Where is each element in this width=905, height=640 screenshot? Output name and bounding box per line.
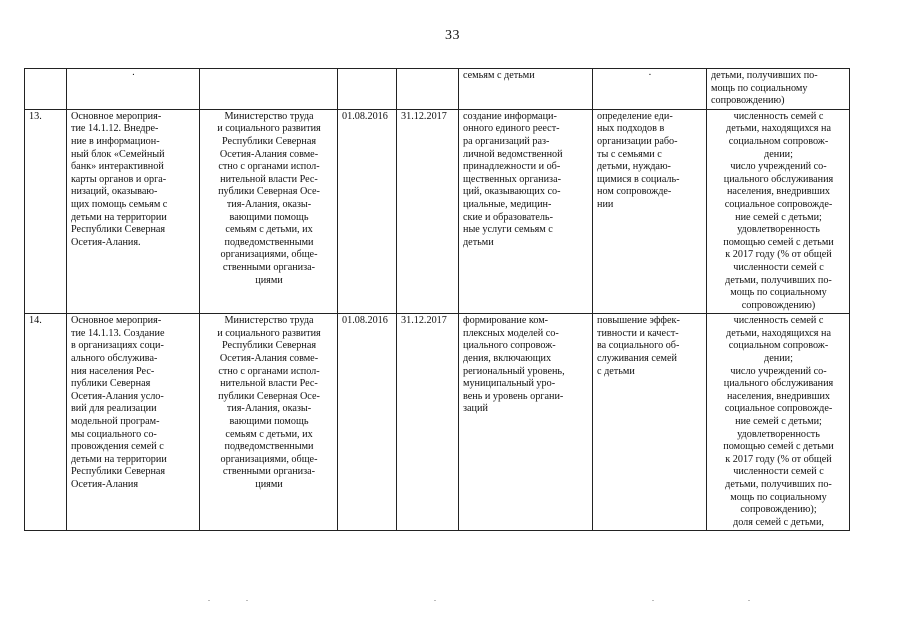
table-row-continued: [25, 69, 850, 110]
cell-start-date: 01.08.2016: [338, 109, 397, 314]
text-line: определение еди-: [597, 110, 673, 122]
text-line: Осетия-Алания совме-: [219, 353, 319, 365]
text-line: с детьми: [597, 365, 635, 377]
text-line: численность семей с: [733, 315, 824, 327]
text-line: Министерство труда: [224, 110, 314, 122]
text-line: Республики Северная: [71, 224, 166, 236]
cell-executor: [200, 314, 338, 531]
text-line: дения, включающих: [463, 353, 552, 365]
text-line: помощью семей с детьми: [723, 236, 834, 248]
text-line: и социального развития: [217, 327, 321, 339]
text-line: населения, внедривших: [726, 186, 830, 198]
cell-indicators: [707, 69, 850, 110]
text-line: ты с семьями с: [597, 148, 662, 160]
text-line: ские и образователь-: [463, 211, 553, 223]
text-line: вающими помощь: [229, 211, 309, 223]
text-line: щимися в социаль-: [597, 173, 680, 185]
text-line: стно с органами испол-: [218, 365, 320, 377]
text-line: детьми, получивших по-: [725, 479, 832, 490]
text-line: служивания семей: [597, 353, 677, 365]
text-line: число учреждений со-: [730, 365, 827, 377]
text-line: низаций, оказываю-: [71, 186, 158, 198]
cell-start-date: 01.08.2016: [338, 314, 397, 531]
text-line: тие 14.1.12. Внедре-: [71, 123, 159, 135]
text-line: ального обслужива-: [71, 353, 158, 365]
text-line: социальное сопровожде-: [724, 198, 833, 210]
text-line: семьям с детьми, их: [225, 428, 313, 440]
text-line: семьям с детьми, их: [225, 224, 313, 236]
text-line: численности семей с: [733, 466, 824, 478]
text-line: банк» интерактивной: [71, 161, 164, 173]
text-line: подведомственными: [224, 441, 314, 453]
text-line: ные услуги семьям с: [463, 224, 553, 236]
cell-name: [67, 109, 200, 314]
text-line: мощь по социальному: [730, 491, 827, 503]
text-line: щественных организа-: [463, 173, 561, 185]
text-line: карты органов и орга-: [71, 173, 167, 185]
text-line: Республики Северная: [221, 135, 317, 147]
text-line: сопровождению);: [740, 504, 817, 516]
text-line: ние семей с детьми;: [735, 211, 822, 223]
scan-mark: ·: [131, 70, 136, 81]
text-line: ние семей с детьми;: [735, 416, 822, 428]
text-line: численность семей с: [733, 110, 824, 122]
text-line: Осетия-Алания совме-: [219, 148, 319, 160]
text-line: щих помощь семьям с: [71, 198, 168, 210]
text-line: циального обслуживания: [723, 173, 834, 185]
text-line: публики Северная: [71, 378, 151, 390]
text-line: модельной програм-: [71, 416, 160, 428]
text-line: нии: [597, 198, 614, 210]
cell-num: [25, 69, 67, 110]
text-line: к 2017 году (% от общей: [725, 453, 832, 465]
text-line: Осетия-Алания: [71, 479, 139, 490]
text-line: Осетия-Алания усло-: [71, 390, 164, 402]
text-line: детьми, находящихся на: [726, 327, 831, 339]
cell-name: [67, 69, 200, 110]
text-line: провождения семей с: [71, 441, 164, 453]
text-line: плексных моделей со-: [463, 327, 559, 339]
text-line: число учреждений со-: [730, 161, 827, 173]
text-line: организациями, обще-: [220, 453, 318, 465]
scan-noise: [0, 600, 905, 602]
text-line: циального сопровож-: [463, 340, 556, 352]
text-line: к 2017 году (% от общей: [725, 249, 832, 261]
text-line: детьми на территории: [71, 453, 167, 465]
cell-end: [397, 69, 459, 110]
text-line: дении;: [764, 353, 793, 365]
text-line: повышение эффек-: [597, 315, 680, 327]
text-line: детьми на территории: [71, 211, 167, 223]
cell-end-date: 31.12.2017: [397, 314, 459, 531]
text-line: организациями, обще-: [220, 249, 318, 261]
scan-mark: ·: [648, 70, 652, 81]
text-line: детьми, получивших по-: [711, 70, 818, 81]
text-line: помощью семей с детьми: [723, 441, 834, 453]
text-line: Основное мероприя-: [71, 315, 162, 327]
text-line: стно с органами испол-: [218, 161, 320, 173]
cell-outcome: [593, 314, 707, 531]
text-line: ние в информацион-: [71, 135, 160, 147]
text-line: тия-Алания, оказы-: [226, 198, 312, 210]
text-line: ственными организа-: [222, 261, 316, 273]
cell-executor: [200, 69, 338, 110]
text-line: муниципальный уро-: [463, 378, 556, 390]
cell-result: [459, 69, 593, 110]
text-line: социальное сопровожде-: [724, 403, 833, 415]
measures-table: [24, 68, 850, 531]
text-line: мощь по социальному: [730, 287, 827, 299]
text-line: удовлетворенность: [737, 428, 820, 440]
cell-name: [67, 314, 200, 531]
text-line: ния населения Рес-: [71, 365, 155, 377]
text-line: сопровождению): [711, 95, 785, 107]
text-line: циями: [255, 479, 283, 490]
cell-start: [338, 69, 397, 110]
text-line: ственными организа-: [222, 466, 316, 478]
text-line: доля семей с детьми,: [733, 516, 824, 528]
table-row-14: [25, 314, 850, 531]
text-line: тие 14.1.13. Создание: [71, 327, 165, 339]
text-line: населения, внедривших: [726, 390, 830, 402]
text-line: удовлетворенность: [737, 224, 820, 236]
text-line: детьми: [463, 236, 494, 248]
text-line: и социального развития: [217, 123, 321, 135]
cell-end-date: 31.12.2017: [397, 109, 459, 314]
cell-executor: [200, 109, 338, 314]
text-line: тивности и качест-: [597, 327, 679, 339]
cell-indicators: [707, 314, 850, 531]
text-line: вий для реализации: [71, 403, 157, 415]
text-line: Министерство труда: [224, 315, 314, 327]
page-number: 33: [445, 28, 460, 43]
text-line: Осетия-Алания.: [71, 236, 141, 248]
cell-num: 14.: [25, 314, 67, 531]
text-line: тия-Алания, оказы-: [226, 403, 312, 415]
text-line: сопровождению): [741, 299, 816, 311]
text-line: подведомственными: [224, 236, 314, 248]
text-line: ра организаций раз-: [463, 135, 550, 147]
text-line: социальном сопровож-: [728, 340, 829, 352]
text-line: семьям с детьми: [463, 70, 535, 81]
text-line: онного единого реест-: [463, 123, 560, 135]
text-line: численности семей с: [733, 261, 824, 273]
text-line: циальные, медицин-: [463, 198, 552, 210]
text-line: циального обслуживания: [723, 378, 834, 390]
cell-result: [459, 314, 593, 531]
text-line: личной ведомственной: [463, 148, 563, 160]
text-line: нительной власти Рес-: [220, 378, 318, 390]
text-line: публики Северная Осе-: [218, 390, 320, 402]
text-line: принадлежности и об-: [463, 161, 561, 173]
text-line: в организациях соци-: [71, 340, 164, 352]
text-line: ный блок «Семейный: [71, 148, 165, 160]
cell-result: [459, 109, 593, 314]
text-line: публики Северная Осе-: [218, 186, 320, 198]
text-line: организации рабо-: [597, 135, 678, 147]
cell-num: 13.: [25, 109, 67, 314]
table-row-13: [25, 109, 850, 314]
text-line: ном сопровожде-: [597, 186, 672, 198]
text-line: ва социального об-: [597, 340, 680, 352]
text-line: мощь по социальному: [711, 82, 808, 94]
text-line: социальном сопровож-: [728, 135, 829, 147]
text-line: заций: [463, 403, 488, 415]
text-line: детьми, нуждаю-: [597, 161, 671, 173]
text-line: вающими помощь: [229, 416, 309, 428]
cell-indicators: [707, 109, 850, 314]
text-line: Республики Северная: [221, 340, 317, 352]
text-line: региональный уровень,: [463, 365, 565, 377]
cell-outcome: [593, 69, 707, 110]
text-line: создание информаци-: [463, 110, 557, 122]
text-line: дении;: [764, 148, 793, 160]
text-line: ных подходов в: [597, 123, 665, 135]
text-line: ций, оказывающих со-: [463, 186, 561, 198]
text-line: циями: [255, 274, 283, 286]
text-line: формирование ком-: [463, 315, 549, 327]
text-line: нительной власти Рес-: [220, 173, 318, 185]
text-line: детьми, находящихся на: [726, 123, 831, 135]
text-line: вень и уровень органи-: [463, 390, 564, 402]
text-line: Республики Северная: [71, 466, 166, 478]
cell-outcome: [593, 109, 707, 314]
text-line: мы социального со-: [71, 428, 157, 440]
text-line: Основное мероприя-: [71, 110, 162, 122]
text-line: детьми, получивших по-: [725, 274, 832, 286]
